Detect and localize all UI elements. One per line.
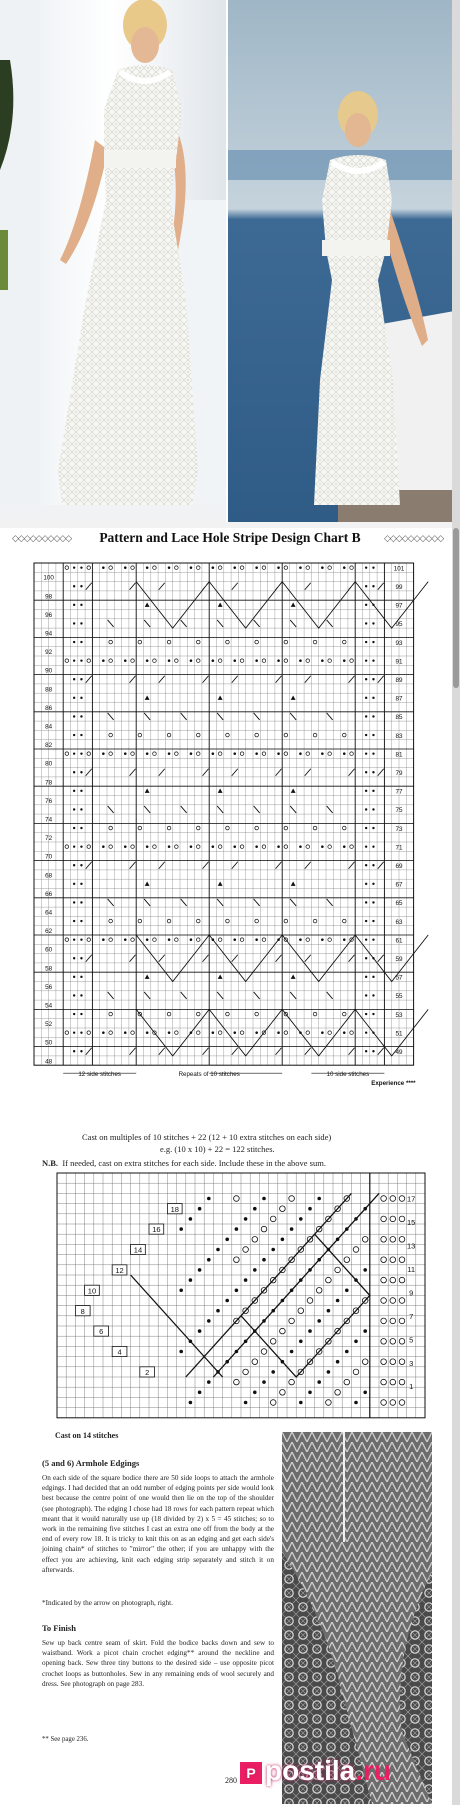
left-row-label: 60 xyxy=(45,946,53,954)
edging-right-label: 13 xyxy=(407,1241,416,1251)
left-row-label: 56 xyxy=(45,983,53,991)
left-row-label: 50 xyxy=(45,1039,53,1047)
nb-note: N.B. If needed, cast on extra stitches for each side. Include these in the above sum. xyxy=(42,1158,326,1168)
left-row-label: 100 xyxy=(43,574,54,582)
edging-right-label: 1 xyxy=(409,1382,414,1392)
left-row-label: 58 xyxy=(45,965,53,973)
right-row-label: 65 xyxy=(395,900,403,908)
edging-chart-caption: Cast on 14 stitches xyxy=(55,1431,119,1440)
right-row-label: 57 xyxy=(395,974,403,982)
left-row-label: 72 xyxy=(45,835,53,843)
edging-right-label: 5 xyxy=(409,1335,414,1345)
bottom-right-label: 10 side stitches xyxy=(326,1071,370,1079)
right-row-label: 95 xyxy=(395,621,403,629)
right-row-label: 51 xyxy=(395,1030,403,1038)
left-row-label: 98 xyxy=(45,593,53,601)
page-number: 280 xyxy=(225,1776,237,1785)
edging-right-label: 15 xyxy=(407,1218,416,1228)
edging-right-label: 11 xyxy=(407,1264,416,1274)
title-ornament-left: ◇◇◇◇◇◇◇◇◇◇ xyxy=(12,533,72,543)
dress-photo-right xyxy=(228,0,460,522)
edging-chart-grid xyxy=(55,1171,440,1426)
to-finish-heading: To Finish xyxy=(42,1623,76,1633)
right-row-label: 81 xyxy=(395,751,403,759)
cast-on-line-1: Cast on multiples of 10 stitches + 22 (12 + 10 extra stitches on each side) xyxy=(82,1132,332,1142)
right-row-label: 69 xyxy=(395,863,403,871)
edging-left-label: 2 xyxy=(145,1367,150,1377)
title-ornament-right: ◇◇◇◇◇◇◇◇◇◇ xyxy=(384,533,444,543)
right-row-label: 55 xyxy=(395,993,403,1001)
edging-left-label: 4 xyxy=(117,1347,122,1357)
right-row-label: 63 xyxy=(395,918,403,926)
scrollbar-thumb[interactable] xyxy=(453,528,459,688)
edging-right-label: 17 xyxy=(407,1194,416,1204)
armhole-edgings-heading: (5 and 6) Armhole Edgings xyxy=(42,1458,140,1468)
edging-left-label: 18 xyxy=(170,1204,179,1214)
right-row-label: 101 xyxy=(393,565,405,573)
left-row-label: 90 xyxy=(45,667,53,675)
left-row-label: 74 xyxy=(45,816,53,824)
experience-label: Experience **** xyxy=(371,1080,416,1088)
left-row-label: 62 xyxy=(45,928,53,936)
chart-b-grid xyxy=(30,559,430,1129)
right-row-label: 77 xyxy=(395,788,403,796)
right-row-label: 67 xyxy=(395,881,403,889)
page-separator xyxy=(0,522,460,528)
left-row-label: 70 xyxy=(45,853,53,861)
left-row-label: 68 xyxy=(45,872,53,880)
armhole-edgings-text: On each side of the square bodice there are 50 side loops to attach the armhole edgings. I had decided that an odd number of edging points per side would look best because the centre point of one would then lie on the top of the shoulder (see photograph). The edging I chose had 18 rows for each pattern repeat which meant that it would naturally use up (18 divided by 2) x 5 = 45 stitches; so to work in the remaining five stitches I cast an extra one off from the body at the end of every row 18. It is tricky to knit this on as an edging and get each side's joining chain* of stitches to "mirror" the other; if you are unhappy with the effect you are achieving, knit each edging strip separately and stitch it on afterwards. xyxy=(42,1474,274,1574)
edging-left-label: 6 xyxy=(99,1327,104,1337)
bottom-left-label: 12 side stitches xyxy=(78,1071,122,1079)
right-row-label: 97 xyxy=(395,602,403,610)
decrease-slash-symbols xyxy=(86,582,428,1056)
page-scrollbar[interactable] xyxy=(452,0,460,1805)
right-row-label: 99 xyxy=(395,584,403,592)
right-row-label: 49 xyxy=(395,1049,403,1057)
left-row-label: 52 xyxy=(45,1021,53,1029)
edging-left-label: 10 xyxy=(87,1286,97,1296)
edging-left-label: 8 xyxy=(80,1306,85,1316)
edging-left-label: 14 xyxy=(133,1245,143,1255)
right-row-label: 93 xyxy=(395,639,403,647)
edging-left-label: 12 xyxy=(115,1265,124,1275)
edging-right-label: 3 xyxy=(409,1358,414,1368)
right-row-label: 87 xyxy=(395,695,403,703)
right-row-label: 73 xyxy=(395,825,403,833)
left-row-label: 84 xyxy=(45,723,53,731)
watermark-logo-icon: P xyxy=(240,1762,262,1784)
edging-right-label: 7 xyxy=(409,1311,414,1321)
right-row-label: 59 xyxy=(395,956,403,964)
left-row-label: 86 xyxy=(45,704,53,712)
right-row-label: 85 xyxy=(395,714,403,722)
left-row-label: 48 xyxy=(45,1058,53,1066)
dress-photo-left xyxy=(0,0,226,522)
left-row-label: 78 xyxy=(45,779,53,787)
left-row-label: 80 xyxy=(45,760,53,768)
edging-left-label: 16 xyxy=(152,1225,161,1235)
right-row-label: 75 xyxy=(395,807,403,815)
right-row-label: 61 xyxy=(395,937,403,945)
edging-dot-symbols xyxy=(179,1197,367,1405)
chart-b-gridlines xyxy=(34,563,414,1065)
lace-closeup-photo xyxy=(282,1432,432,1804)
left-row-label: 94 xyxy=(45,630,53,638)
right-row-label: 83 xyxy=(395,732,403,740)
left-row-label: 92 xyxy=(45,649,53,657)
arrow-note: *Indicated by the arrow on photograph, right. xyxy=(42,1599,173,1607)
to-finish-text: Sew up back centre seam of skirt. Fold the bodice backs down and sew to waistband. Work a picot chain crochet edging** around the neckline and opening back. Sew three tiny buttons to the desired side – use opposite picot crochet loops as buttonholes. Sew in any remaining ends of wool securely and dress. See photograph on page 283. xyxy=(42,1639,274,1688)
chart-b-title: Pattern and Lace Hole Stripe Design Chart B xyxy=(99,530,361,545)
edging-right-label: 9 xyxy=(409,1288,414,1298)
right-row-label: 53 xyxy=(395,1011,403,1019)
right-row-label: 89 xyxy=(395,677,403,685)
left-row-label: 64 xyxy=(45,909,53,917)
cast-on-line-2: e.g. (10 x 10) + 22 = 122 stitches. xyxy=(160,1144,275,1154)
left-row-label: 96 xyxy=(45,611,53,619)
left-row-label: 76 xyxy=(45,797,53,805)
right-row-label: 79 xyxy=(395,770,403,778)
right-row-label: 71 xyxy=(395,844,403,852)
bottom-mid-label: Repeats of 10 stitches xyxy=(178,1071,240,1079)
left-row-label: 88 xyxy=(45,686,53,694)
left-row-label: 82 xyxy=(45,742,53,750)
left-row-label: 66 xyxy=(45,890,53,898)
left-row-label: 54 xyxy=(45,1002,53,1010)
footnote: ** See page 236. xyxy=(42,1736,89,1743)
right-row-label: 91 xyxy=(395,658,403,666)
watermark: P postila.ru xyxy=(240,1755,391,1787)
